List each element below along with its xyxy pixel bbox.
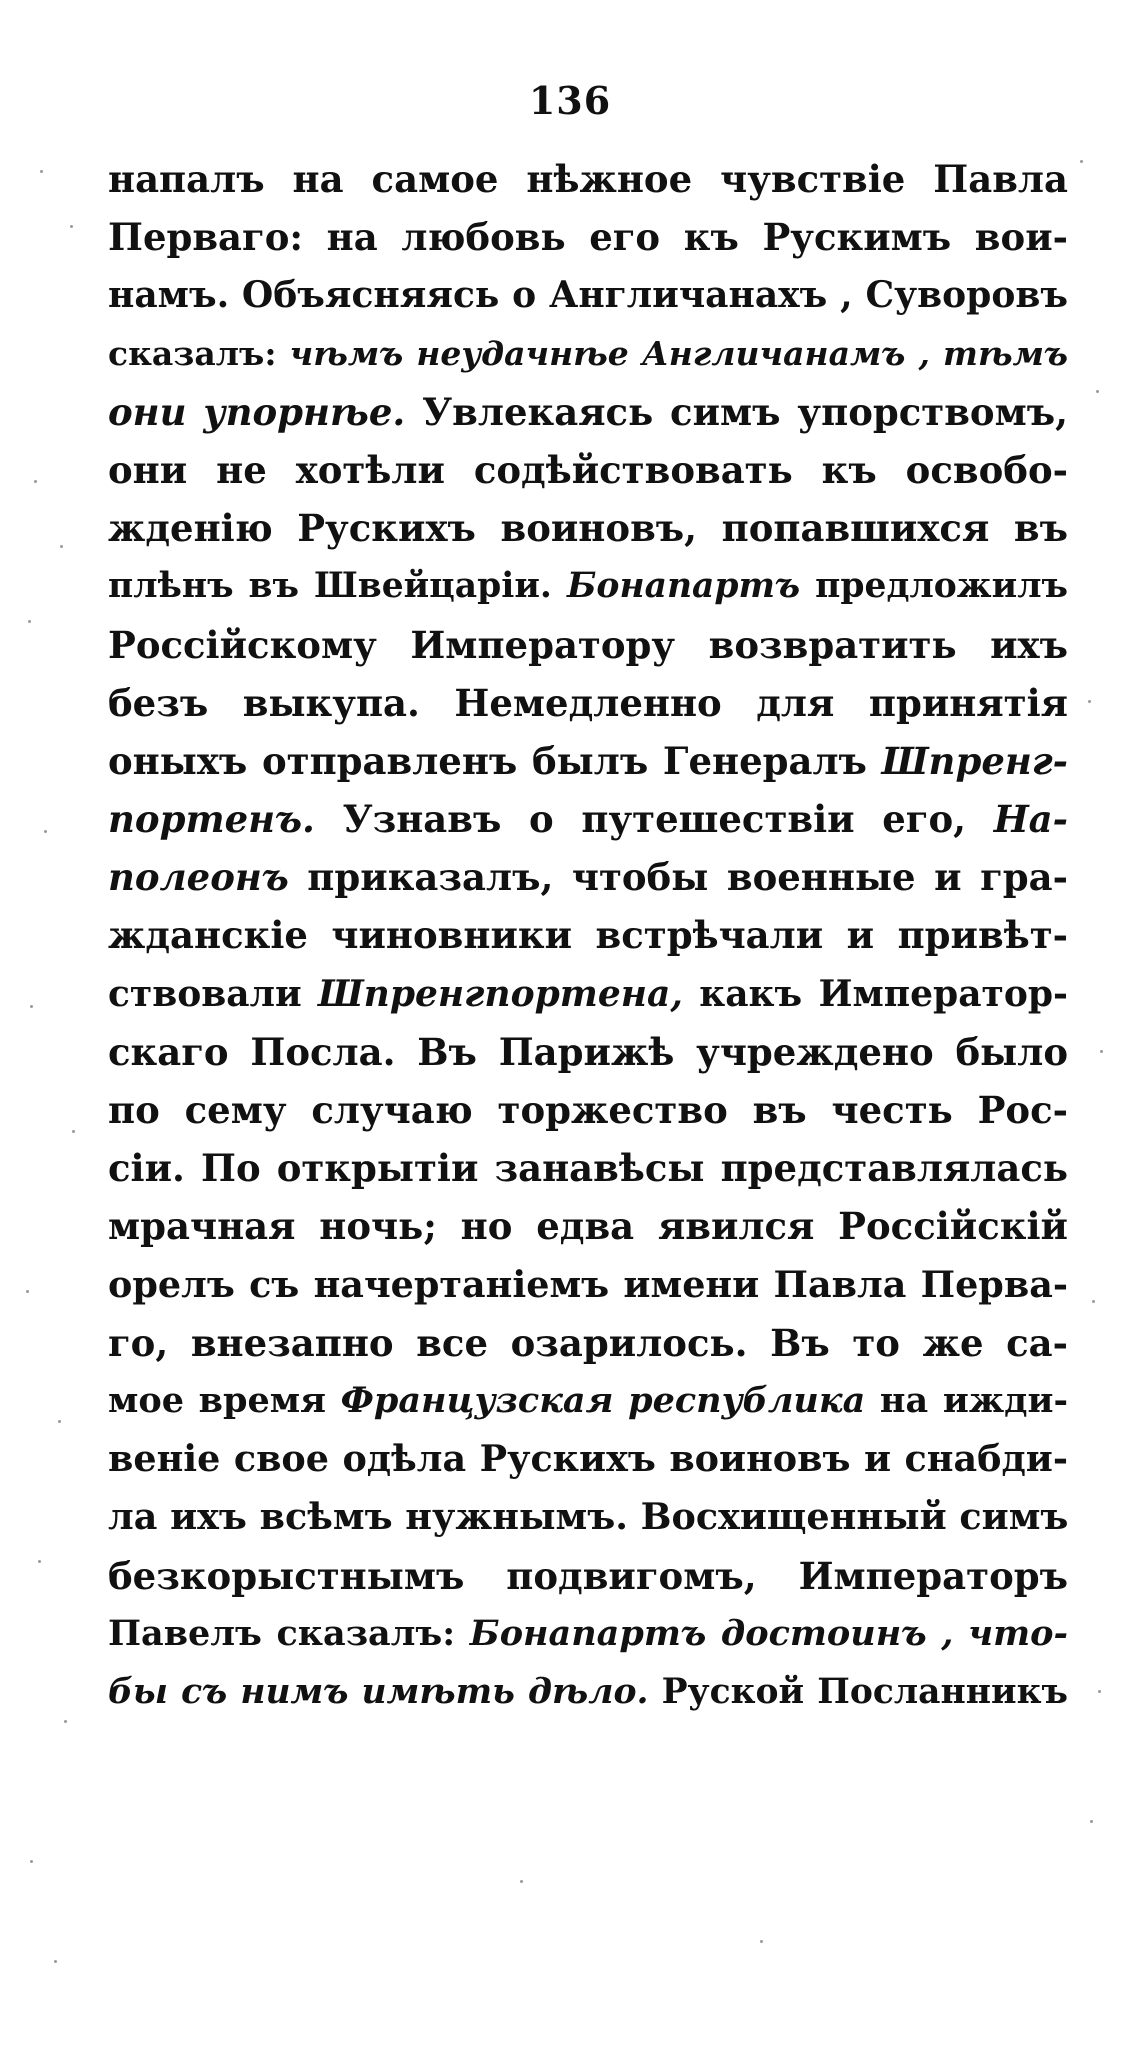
text-segment: ла ихъ всѣмъ нужнымъ. Восхищенный симъ xyxy=(108,1495,1068,1539)
italic-segment: Шпренг- xyxy=(881,738,1068,783)
text-segment: жданскіе чиновники встрѣчали и привѣт- xyxy=(108,913,1068,958)
italic-segment: Французская республика xyxy=(340,1379,866,1421)
text-line xyxy=(108,1663,1068,1721)
italic-segment: Шпренгпортена, xyxy=(318,972,683,1015)
speck xyxy=(1088,700,1091,703)
text-segment: на ижди- xyxy=(865,1379,1068,1421)
text-segment: напалъ на самое нѣжное чувствіе Павла xyxy=(108,157,1068,201)
text-segment: безъ выкупа. Немедленно для принятія xyxy=(108,680,1068,725)
italic-segment: полеонъ xyxy=(108,855,289,900)
text-line xyxy=(108,616,1068,674)
speck xyxy=(54,1960,57,1963)
text-segment: скаго Посла. Въ Парижѣ учреждено было xyxy=(108,1029,1068,1074)
speck xyxy=(44,830,47,833)
speck xyxy=(58,1420,61,1423)
text-segment: орелъ съ начертаніемъ имени Павла Перва- xyxy=(108,1262,1068,1306)
speck xyxy=(28,620,31,623)
text-line xyxy=(108,1139,1068,1197)
speck xyxy=(1092,1300,1095,1303)
text-segment: оныхъ отправленъ былъ Генералъ xyxy=(108,738,882,783)
text-line xyxy=(108,906,1068,964)
text-line xyxy=(108,499,1068,557)
text-line xyxy=(108,1023,1068,1081)
speck xyxy=(38,1560,41,1563)
speck xyxy=(30,1005,33,1008)
text-line xyxy=(108,1547,1068,1605)
italic-segment: бы съ нимъ имѣть дѣло. xyxy=(108,1671,649,1712)
text-line xyxy=(108,848,1068,906)
speck xyxy=(760,1940,763,1943)
text-line xyxy=(108,1605,1068,1663)
text-line xyxy=(108,732,1068,790)
body-text xyxy=(108,150,1068,1721)
text-line xyxy=(108,441,1068,499)
text-line xyxy=(108,965,1068,1023)
text-segment: мое время xyxy=(108,1379,341,1421)
text-line xyxy=(108,1488,1068,1546)
text-segment: Павелъ сказалъ: xyxy=(108,1612,470,1654)
italic-segment: На- xyxy=(993,797,1068,842)
text-line xyxy=(108,1372,1068,1430)
text-segment: сіи. По открытіи занавѣсы представлялась xyxy=(108,1146,1068,1191)
speck xyxy=(1100,1050,1103,1053)
text-segment: веніе свое одѣла Рускихъ воиновъ и снабди- xyxy=(108,1437,1068,1481)
speck xyxy=(40,170,43,173)
text-segment: ствовали xyxy=(108,972,319,1015)
text-segment: Узнавъ о путешествіи его, xyxy=(314,797,994,842)
text-line xyxy=(108,1430,1068,1488)
speck xyxy=(26,1290,29,1293)
text-segment: они не хотѣли содѣйствовать къ освобо- xyxy=(108,447,1068,492)
text-line xyxy=(108,1081,1068,1139)
text-segment: какъ Император- xyxy=(682,972,1068,1015)
speck xyxy=(72,1130,75,1133)
text-line xyxy=(108,266,1068,324)
text-segment: го, внезапно все озарилось. Въ то же са- xyxy=(108,1320,1068,1365)
text-segment: Перваго: на любовь его къ Рускимъ вои- xyxy=(108,215,1068,260)
speck xyxy=(70,225,73,228)
italic-segment: чѣмъ неудачнѣе Англичанамъ , тѣмъ xyxy=(289,333,1068,373)
page-number: 136 xyxy=(528,78,612,123)
italic-segment: они упорнѣе. xyxy=(108,389,406,434)
speck xyxy=(1080,160,1083,163)
text-line xyxy=(108,790,1068,848)
speck xyxy=(520,1880,523,1883)
text-segment: приказалъ, чтобы военные и гра- xyxy=(288,855,1068,900)
text-segment: Руской Посланникъ xyxy=(648,1671,1068,1712)
speck xyxy=(1098,1690,1101,1693)
italic-segment: портенъ. xyxy=(108,797,315,842)
text-segment: плѣнъ въ Швейцаріи. xyxy=(108,566,567,607)
text-line xyxy=(108,557,1068,615)
text-segment: мрачная ночь; но едва явился Россійскій xyxy=(108,1204,1068,1249)
text-segment: сказалъ: xyxy=(108,333,290,373)
speck xyxy=(1096,390,1099,393)
italic-segment: Бонапартъ xyxy=(566,566,801,607)
speck xyxy=(60,545,63,548)
text-line xyxy=(108,208,1068,266)
text-segment: предложилъ xyxy=(800,566,1068,607)
text-line xyxy=(108,325,1068,383)
text-line xyxy=(108,1256,1068,1314)
italic-segment: Бонапартъ достоинъ , что- xyxy=(469,1612,1068,1654)
speck xyxy=(64,1720,67,1723)
text-line xyxy=(108,383,1068,441)
text-line xyxy=(108,674,1068,732)
text-segment: жденію Рускихъ воиновъ, попавшихся въ xyxy=(108,506,1068,551)
text-line xyxy=(108,1314,1068,1372)
text-segment: Россійскому Императору возвратить ихъ xyxy=(108,622,1068,667)
text-line xyxy=(108,150,1068,208)
speck xyxy=(34,480,37,483)
speck xyxy=(30,1860,33,1863)
text-segment: намъ. Объясняясь о Англичанахъ , Суворовъ xyxy=(108,274,1068,317)
text-segment: Увлекаясь симъ упорствомъ, xyxy=(405,389,1068,434)
text-segment: безкорыстнымъ подвигомъ, Императоръ xyxy=(108,1553,1068,1598)
text-segment: по сему случаю торжество въ честь Рос- xyxy=(108,1088,1068,1132)
text-line xyxy=(108,1197,1068,1255)
speck xyxy=(1090,1820,1093,1823)
